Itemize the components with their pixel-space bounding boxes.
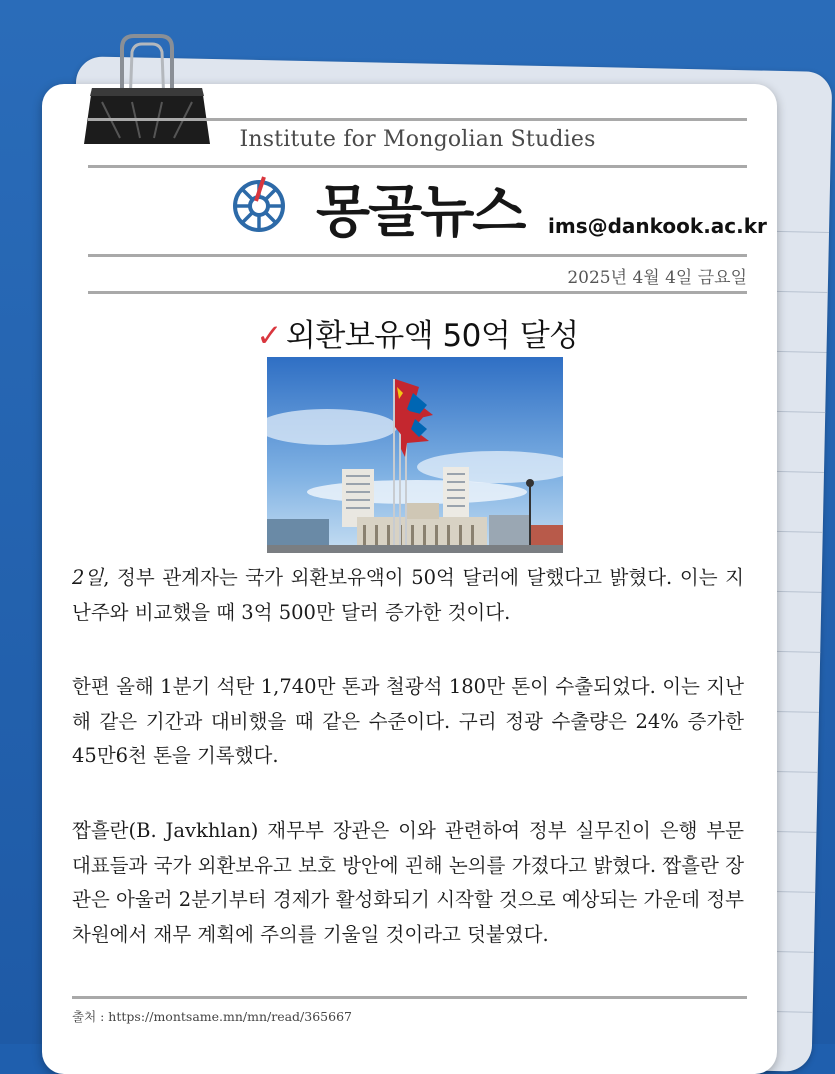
contact-email[interactable]: ims@dankook.ac.kr bbox=[548, 214, 767, 238]
source-link[interactable]: 출처 : https://montsame.mn/mn/read/365667 bbox=[72, 1009, 352, 1024]
paragraph-1-lead: 2일 bbox=[72, 566, 104, 589]
logo-wheel-icon bbox=[230, 175, 288, 233]
institute-name: Institute for Mongolian Studies bbox=[239, 127, 596, 152]
check-icon: ✓ bbox=[256, 318, 282, 354]
divider-brand bbox=[88, 254, 747, 257]
article-headline bbox=[88, 310, 747, 355]
paragraph-2: 한편 올해 1분기 석탄 1,740만 톤과 철광석 180만 톤이 수출되었다. 이는 지난해 같은 기간과 대비했을 때 같은 수준이다. 구리 정광 수출량은 24% 증가한 45만6천 톤을 기록했다. bbox=[72, 675, 744, 767]
brand-title: 몽골뉴스 bbox=[316, 180, 525, 245]
issue-date: 2025년 4월 4일 금요일 bbox=[567, 268, 747, 288]
headline-text: 외환보유액 50억 달성 bbox=[285, 318, 579, 354]
divider-date bbox=[88, 291, 747, 294]
article-photo bbox=[267, 357, 563, 553]
paragraph-1 bbox=[72, 561, 744, 630]
paragraph-1-text: , 정부 관계자는 국가 외환보유액이 50억 달러에 달했다고 밝혔다. 이는 지난주와 비교했을 때 3억 500만 달러 증가한 것이다. bbox=[72, 566, 744, 624]
divider-bottom bbox=[72, 996, 747, 999]
paragraph-3: 짭흘란(B. Javkhlan) 재무부 장관은 이와 관련하여 정부 실무진이 은행 부문 대표들과 국가 외환보유고 보호 방안에 괸해 논의를 가졌다고 밝혔다. 짭흘란 장관은 아울러 2분기부터 경제가 활성화되기 시작할 것으로 예상되는 가운데 정부 차원에서 재무 계획에 주의를 기울일 것이라고 덧붙였다. bbox=[72, 819, 744, 946]
divider-top bbox=[88, 118, 747, 121]
